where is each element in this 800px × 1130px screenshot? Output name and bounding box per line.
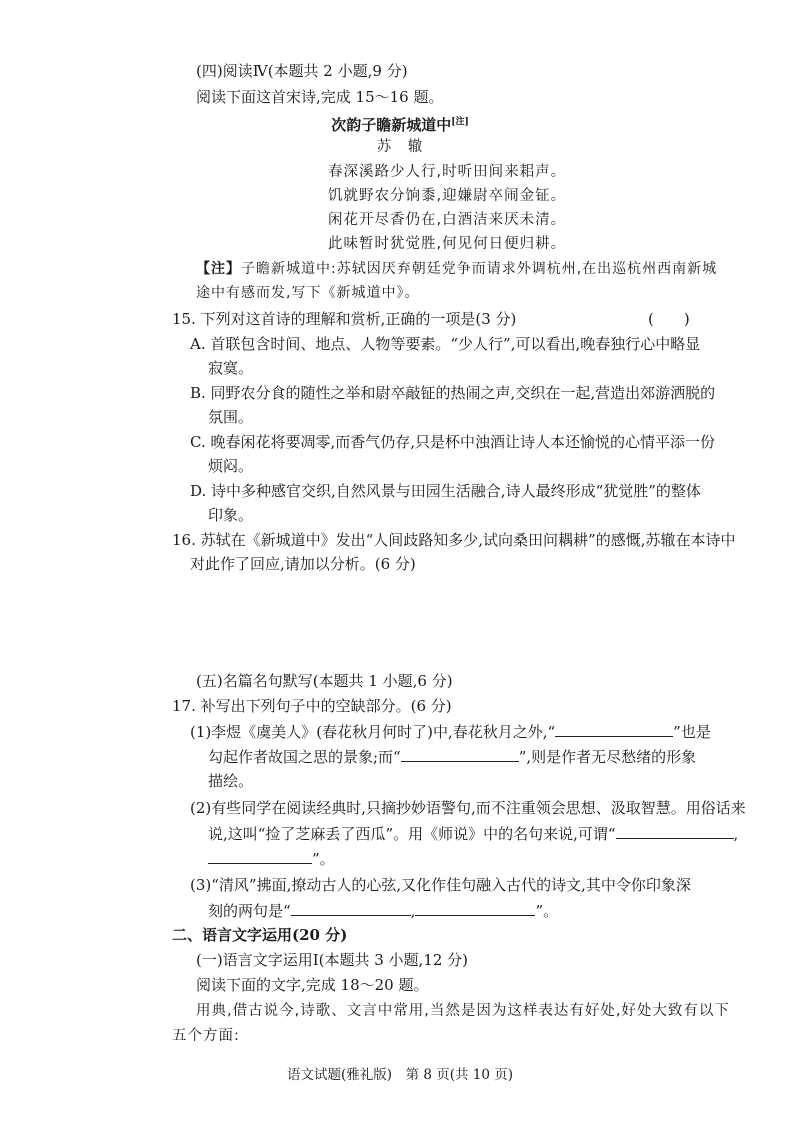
q17-blank-2[interactable] (401, 745, 519, 762)
q16-line2: 对此作了回应,请加以分析。(6 分) (190, 555, 416, 573)
poem-line-1: 春深溪路少人行,时听田间来耜声。 (328, 164, 567, 180)
q15-option-c-cont: 烦闷。 (208, 457, 254, 475)
q17-part2-line1: (2)有些同学在阅读经典时,只摘抄妙语警句,而不注重领会思想、汲取智慧。用俗话来 (190, 799, 746, 817)
q15-stem: 15. 下列对这首诗的理解和赏析,正确的一项是(3 分) (172, 310, 517, 328)
q15-option-b[interactable]: B. 同野农分食的随性之举和尉卒敲钲的热闹之声,交织在一起,营造出郊游洒脱的 (190, 384, 716, 402)
q17-part3-line1: (3)“清风”拂面,撩动古人的心弦,又化作佳句融入古代的诗文,其中令你印象深 (190, 876, 691, 894)
q17-part2-line3: ”。 (208, 847, 335, 870)
q15-option-c[interactable]: C. 晚春闲花将要凋零,而香气仍存,只是杯中浊酒让诗人本还愉悦的心情平添一份 (190, 433, 716, 451)
part2-heading: 二、语言文字运用(20 分) (172, 926, 348, 944)
part2-text-line1: 用典,借古说今,诗歌、文言中常用,当然是因为这样表达有好处,好处大致有以下 (196, 1003, 730, 1019)
q17-part1-line1: (1)李煜《虞美人》(春花秋月何时了)中,春花秋月之外,“ ”也是 (190, 720, 711, 743)
q17-blank-3[interactable] (616, 822, 734, 839)
part2-sub-heading: (一)语言文字运用Ⅰ(本题共 3 小题,12 分) (196, 951, 469, 969)
q17-part1-line3: 描绘。 (208, 772, 254, 790)
section4-instruction: 阅读下面这首宋诗,完成 15～16 题。 (196, 88, 444, 106)
q15-option-b-cont: 氛围。 (208, 408, 254, 426)
poem-author: 苏 辙 (376, 139, 424, 155)
poem-note: 【注】子瞻新城道中:苏轼因厌弃朝廷党争而请求外调杭州,在出巡杭州西南新城 (196, 261, 718, 277)
poem-line-4: 此味暂时犹觉胜,何见何日便归耕。 (328, 236, 567, 252)
q17-stem: 17. 补写出下列句子中的空缺部分。(6 分) (172, 697, 452, 715)
q15-option-a[interactable]: A. 首联包含时间、地点、人物等要素。“少人行”,可以看出,晚春独行心中略显 (190, 335, 701, 353)
page-footer: 语文试题(雅礼版) 第 8 页(共 10 页) (287, 1067, 513, 1083)
part2-text-line2: 五个方面: (172, 1028, 240, 1044)
q17-part1-line2: 勾起作者故国之思的景象;而“ ”,则是作者无尽愁绪的形象 (208, 745, 696, 768)
q17-blank-1[interactable] (555, 720, 673, 737)
poem-note-mark: [注] (451, 117, 469, 127)
q15-option-a-cont: 寂寞。 (208, 359, 254, 377)
q17-blank-6[interactable] (415, 899, 535, 916)
q17-blank-4[interactable] (208, 847, 312, 864)
q15-answer-paren[interactable]: ( ) (648, 310, 690, 328)
section4-heading: (四)阅读Ⅳ(本题共 2 小题,9 分) (196, 62, 408, 80)
section5-heading: (五)名篇名句默写(本题共 1 小题,6 分) (196, 672, 453, 690)
poem-note-line2: 途中有感而发,写下《新城道中》。 (196, 285, 420, 301)
q17-blank-5[interactable] (291, 899, 411, 916)
q17-part2-line2: 说,这叫“捡了芝麻丢了西瓜”。用《师说》中的名句来说,可谓“ , (208, 822, 738, 845)
q17-part3-line2: 刻的两句是“ , ”。 (208, 899, 558, 922)
q15-option-d-cont: 印象。 (208, 506, 254, 524)
poem-title: 次韵子瞻新城道中[注] (331, 116, 469, 134)
poem-line-3: 闲花开尽香仍在,白酒洁来厌未清。 (328, 212, 567, 228)
q16-line1: 16. 苏轼在《新城道中》发出“人间歧路知多少,试向桑田问耦耕”的感慨,苏辙在本诗中 (172, 531, 736, 549)
note-label: 【注】 (196, 261, 241, 277)
poem-line-2: 饥就野农分饷黍,迎嫌尉卒闹金钲。 (328, 188, 567, 204)
q15-option-d[interactable]: D. 诗中多种感官交织,自然风景与田园生活融合,诗人最终形成“犹觉胜”的整体 (190, 482, 701, 500)
part2-instruction: 阅读下面的文字,完成 18～20 题。 (196, 976, 429, 994)
